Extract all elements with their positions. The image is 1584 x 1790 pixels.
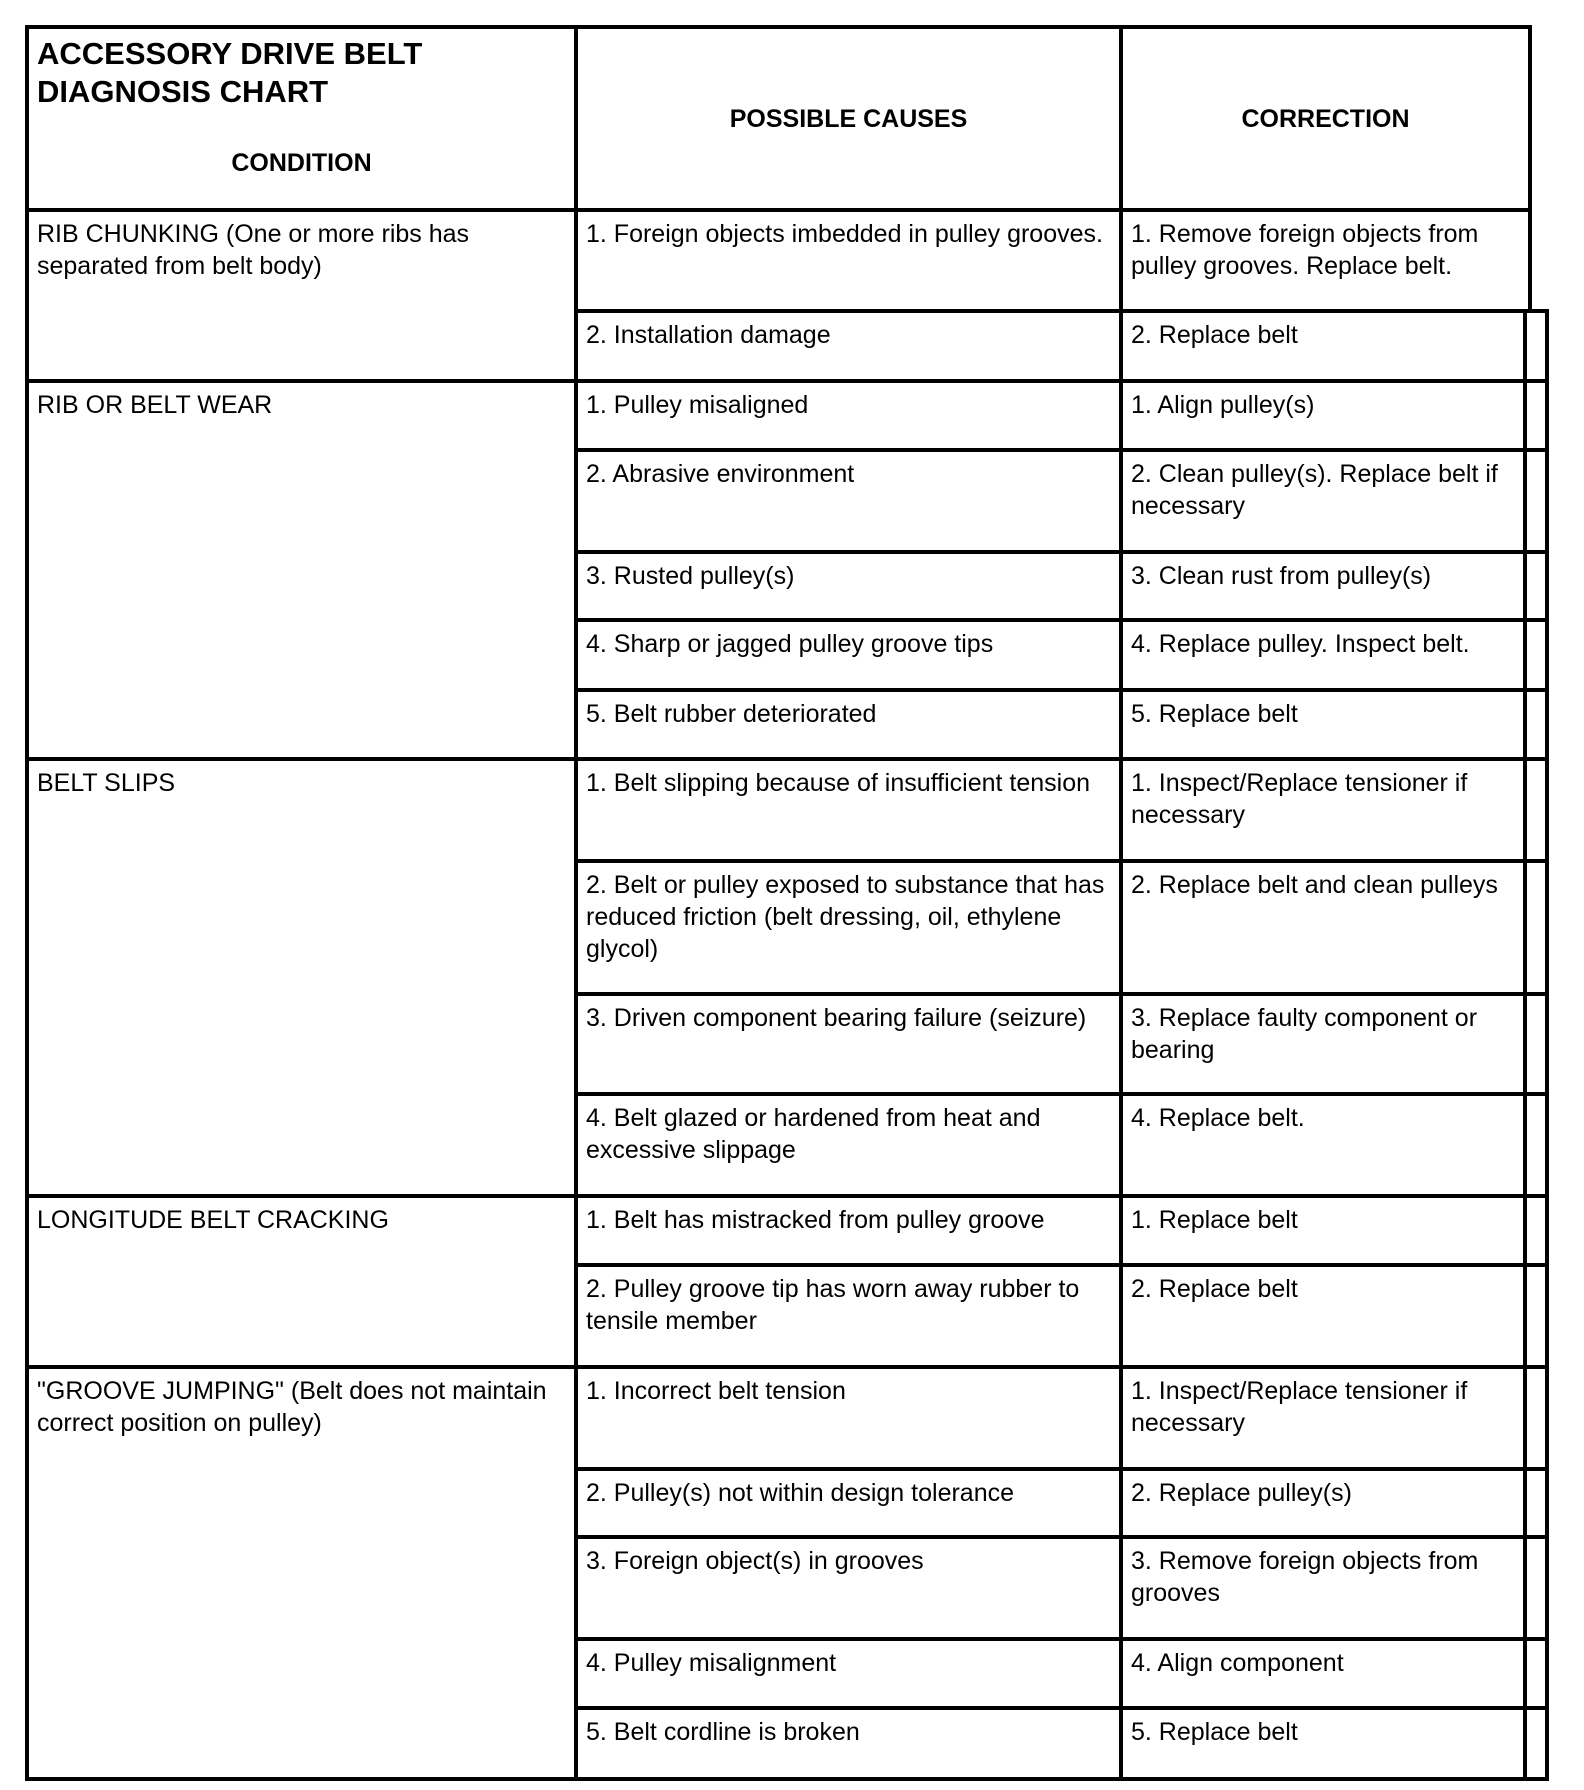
cause-cell: 2. Belt or pulley exposed to substance that has reduced friction (belt dressing, oil, ethylene glycol) xyxy=(574,859,1123,996)
correction-cell: 1. Inspect/Replace tensioner if necessary xyxy=(1119,757,1527,863)
table-edge-strip xyxy=(1523,1092,1549,1198)
header-condition-cell xyxy=(25,25,578,212)
cause-cell: 1. Belt has mistracked from pulley groove xyxy=(574,1194,1123,1267)
cause-cell: 2. Pulley(s) not within design tolerance xyxy=(574,1467,1123,1539)
cause-cell: 1. Incorrect belt tension xyxy=(574,1365,1123,1471)
cause-cell: 3. Driven component bearing failure (seizure) xyxy=(574,992,1123,1096)
table-edge-strip xyxy=(1523,379,1549,452)
header-condition: CONDITION xyxy=(231,149,372,177)
correction-cell: 1. Remove foreign objects from pulley grooves. Replace belt. xyxy=(1119,208,1532,313)
header-possible-causes: POSSIBLE CAUSES xyxy=(574,25,1123,212)
cause-cell: 4. Pulley misalignment xyxy=(574,1637,1123,1710)
correction-cell: 2. Replace belt xyxy=(1119,1263,1527,1369)
cause-cell: 2. Installation damage xyxy=(574,309,1123,383)
correction-cell: 1. Align pulley(s) xyxy=(1119,379,1527,452)
cause-cell: 1. Belt slipping because of insufficient tension xyxy=(574,757,1123,863)
condition-cell: "GROOVE JUMPING" (Belt does not maintain correct position on pulley) xyxy=(25,1365,578,1781)
correction-cell: 3. Replace faulty component or bearing xyxy=(1119,992,1527,1096)
table-edge-strip xyxy=(1523,1263,1549,1369)
table-edge-strip xyxy=(1523,1467,1549,1539)
table-edge-strip xyxy=(1523,757,1549,863)
cause-cell: 4. Belt glazed or hardened from heat and excessive slippage xyxy=(574,1092,1123,1198)
condition-cell: BELT SLIPS xyxy=(25,757,578,1198)
correction-cell: 1. Inspect/Replace tensioner if necessary xyxy=(1119,1365,1527,1471)
table-edge-strip xyxy=(1523,1637,1549,1710)
cause-cell: 3. Rusted pulley(s) xyxy=(574,550,1123,622)
correction-cell: 2. Replace belt xyxy=(1119,309,1527,383)
cause-cell: 5. Belt cordline is broken xyxy=(574,1706,1123,1781)
correction-cell: 4. Align component xyxy=(1119,1637,1527,1710)
table-edge-strip xyxy=(1523,992,1549,1096)
cause-cell: 2. Abrasive environment xyxy=(574,448,1123,554)
cause-cell: 2. Pulley groove tip has worn away rubber to tensile member xyxy=(574,1263,1123,1369)
condition-cell: LONGITUDE BELT CRACKING xyxy=(25,1194,578,1369)
table-edge-strip xyxy=(1523,859,1549,996)
correction-cell: 3. Clean rust from pulley(s) xyxy=(1119,550,1527,622)
correction-cell: 2. Replace belt and clean pulleys xyxy=(1119,859,1527,996)
condition-cell: RIB OR BELT WEAR xyxy=(25,379,578,761)
table-edge-strip xyxy=(1523,688,1549,761)
cause-cell: 3. Foreign object(s) in grooves xyxy=(574,1535,1123,1641)
table-edge-strip xyxy=(1523,1535,1549,1641)
correction-cell: 2. Clean pulley(s). Replace belt if necessary xyxy=(1119,448,1527,554)
table-edge-strip xyxy=(1523,550,1549,622)
table-edge-strip xyxy=(1523,1194,1549,1267)
table-edge-strip xyxy=(1523,448,1549,554)
table-edge-strip xyxy=(1523,1706,1549,1781)
cause-cell: 1. Pulley misaligned xyxy=(574,379,1123,452)
chart-title: ACCESSORY DRIVE BELT DIAGNOSIS CHART xyxy=(37,36,423,109)
correction-cell: 2. Replace pulley(s) xyxy=(1119,1467,1527,1539)
correction-cell: 5. Replace belt xyxy=(1119,688,1527,761)
table-edge-strip xyxy=(1523,1365,1549,1471)
table-edge-strip xyxy=(1523,309,1549,383)
correction-cell: 5. Replace belt xyxy=(1119,1706,1527,1781)
correction-cell: 4. Replace belt. xyxy=(1119,1092,1527,1198)
correction-cell: 4. Replace pulley. Inspect belt. xyxy=(1119,618,1527,692)
correction-cell: 3. Remove foreign objects from grooves xyxy=(1119,1535,1527,1641)
cause-cell: 4. Sharp or jagged pulley groove tips xyxy=(574,618,1123,692)
cause-cell: 1. Foreign objects imbedded in pulley grooves. xyxy=(574,208,1123,313)
header-correction: CORRECTION xyxy=(1119,25,1532,212)
correction-cell: 1. Replace belt xyxy=(1119,1194,1527,1267)
condition-cell: RIB CHUNKING (One or more ribs has separated from belt body) xyxy=(25,208,578,383)
table-edge-strip xyxy=(1523,618,1549,692)
cause-cell: 5. Belt rubber deteriorated xyxy=(574,688,1123,761)
